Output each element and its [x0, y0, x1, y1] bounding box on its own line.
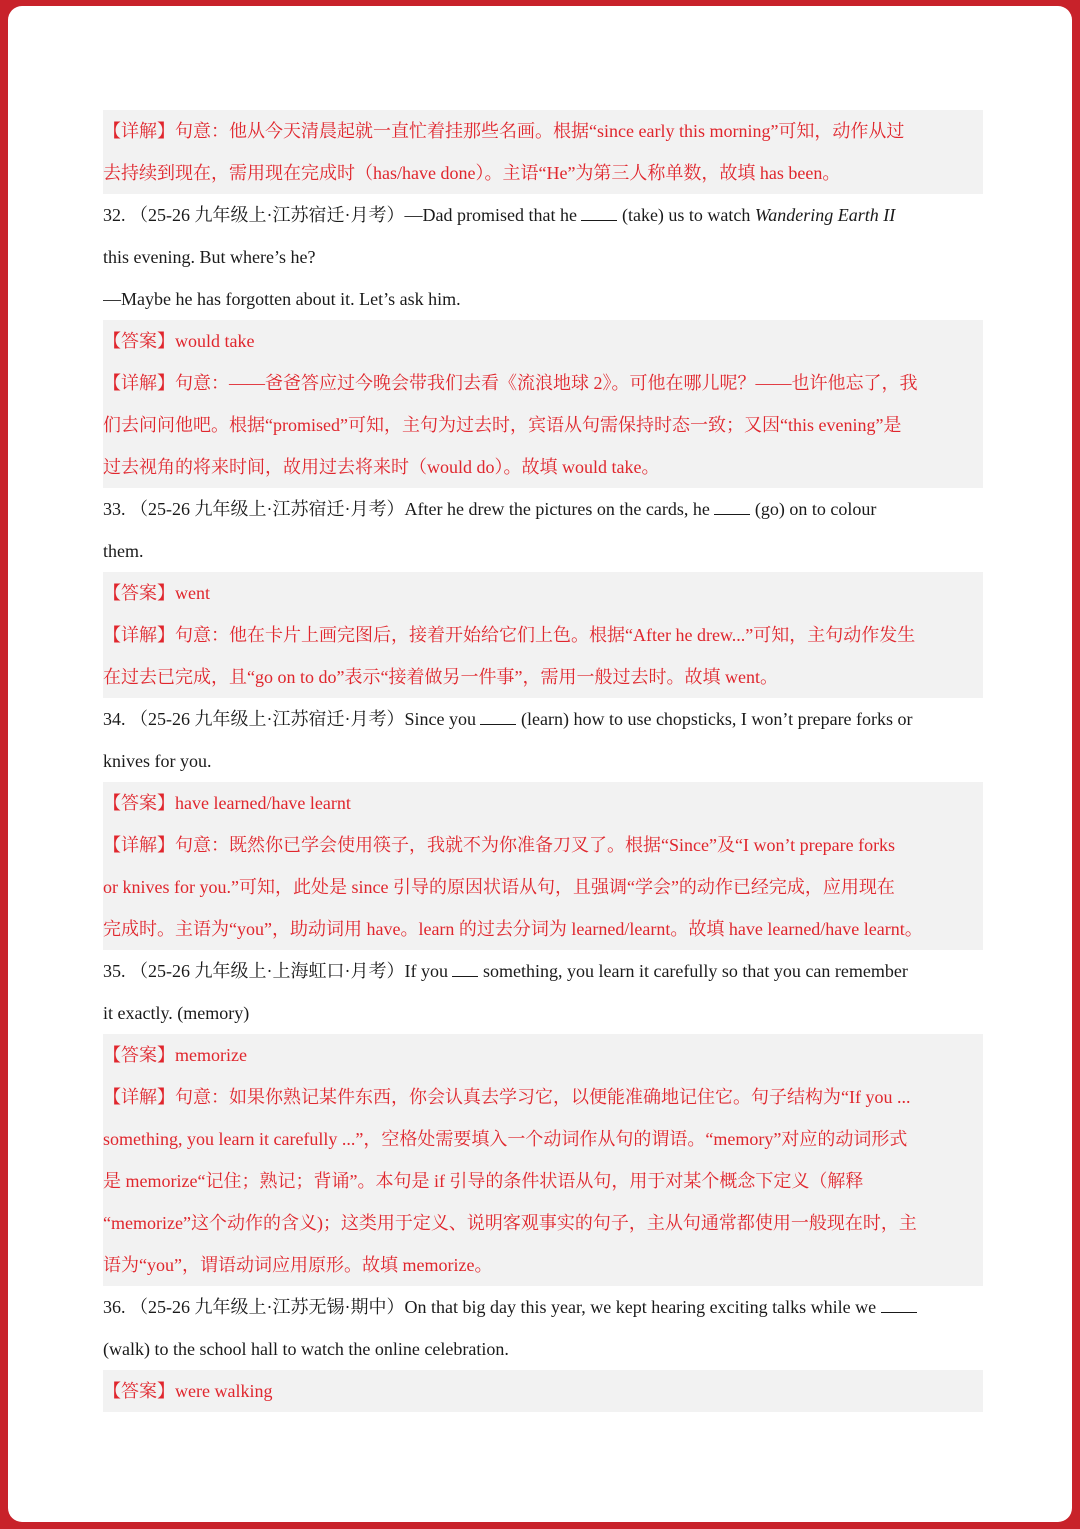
q35-detail-line-2: something, you learn it carefully ...”，空格处需要填入一个动词作从句的谓语。“memory”对应的动词形式	[103, 1129, 908, 1149]
q36-number: 36.	[103, 1297, 126, 1317]
q32-detail-line-2: 们去问问他吧。根据“promised”可知，主句为过去时，宾语从句需保持时态一致；又因“this evening”是	[103, 415, 902, 435]
q32-stem-line-2: this evening. But where’s he?	[103, 247, 316, 267]
q33-stem-line-1	[103, 488, 983, 530]
q33-stem-b: (go) on to colour	[754, 499, 877, 519]
q31-detail-line-1: 【详解】句意：他从今天清晨起就一直忙着挂那些名画。根据“since early this morning”可知，动作从过	[103, 121, 905, 141]
q32-stem-a: —Dad promised that he	[404, 205, 577, 225]
q34-detail-line-3: 完成时。主语为“you”，助动词用 have。learn 的过去分词为 learned/learnt。故填 have learned/have learnt。	[103, 919, 923, 939]
q32-stem-line-1	[103, 194, 983, 236]
q32-answer: 【答案】would take	[103, 331, 255, 351]
q31-detail-block	[103, 110, 983, 194]
q33-stem-a: After he drew the pictures on the cards, he	[404, 499, 710, 519]
q36-stem-line-1	[103, 1286, 983, 1328]
q36-answer-block	[103, 1370, 983, 1412]
q35-answer: 【答案】memorize	[103, 1045, 247, 1065]
q34-answer-block	[103, 782, 983, 950]
q36-blank	[881, 1298, 917, 1313]
q34-stem-line-2: knives for you.	[103, 751, 212, 771]
q36-stem-line-2: (walk) to the school hall to watch the online celebration.	[103, 1339, 509, 1359]
q33-detail-line-2: 在过去已完成，且“go on to do”表示“接着做另一件事”，需用一般过去时。故填 went。	[103, 667, 778, 687]
q35-answer-block	[103, 1034, 983, 1286]
q33-source: （25-26 九年级上·江苏宿迁·月考）	[130, 499, 405, 519]
q35-detail-line-3: 是 memorize“记住；熟记；背诵”。本句是 if 引导的条件状语从句，用于对某个概念下定义（解释	[103, 1171, 864, 1191]
q35-blank	[452, 962, 478, 977]
q34-detail-line-2: or knives for you.”可知，此处是 since 引导的原因状语从句，且强调“学会”的动作已经完成，应用现在	[103, 877, 895, 897]
q35-stem-line-1	[103, 950, 983, 992]
q33-answer: 【答案】went	[103, 583, 210, 603]
q35-number: 35.	[103, 961, 126, 981]
q32-detail-line-3: 过去视角的将来时间，故用过去将来时（would do）。故填 would take。	[103, 457, 660, 477]
q34-answer: 【答案】have learned/have learnt	[103, 793, 351, 813]
q36-source: （25-26 九年级上·江苏无锡·期中）	[130, 1297, 405, 1317]
q34-detail-line-1: 【详解】句意：既然你已学会使用筷子，我就不为你准备刀叉了。根据“Since”及“I won’t prepare forks	[103, 835, 896, 855]
q35-stem-line-2: it exactly. (memory)	[103, 1003, 250, 1023]
q33-stem-line-2: them.	[103, 541, 144, 561]
q34-stem-a: Since you	[404, 709, 476, 729]
q36-answer: 【答案】were walking	[103, 1381, 273, 1401]
q33-detail-line-1: 【详解】句意：他在卡片上画完图后，接着开始给它们上色。根据“After he drew...”可知，主句动作发生	[103, 625, 916, 645]
q34-stem-line-1	[103, 698, 983, 740]
q32-source: （25-26 九年级上·江苏宿迁·月考）	[130, 205, 405, 225]
q32-film-title: Wandering Earth II	[754, 205, 896, 225]
q36-stem-a: On that big day this year, we kept hearing exciting talks while we	[404, 1297, 877, 1317]
q33-blank	[714, 500, 750, 515]
q34-source: （25-26 九年级上·江苏宿迁·月考）	[130, 709, 405, 729]
q32-stem-b: (take) us to watch	[621, 205, 751, 225]
q35-detail-line-1: 【详解】句意：如果你熟记某件东西，你会认真去学习它，以便能准确地记住它。句子结构为“If you ...	[103, 1087, 911, 1107]
q34-number: 34.	[103, 709, 126, 729]
q32-answer-block	[103, 320, 983, 488]
q34-stem-b: (learn) how to use chopsticks, I won’t prepare forks or	[520, 709, 913, 729]
q32-stem-line-3: —Maybe he has forgotten about it. Let’s ask him.	[103, 289, 461, 309]
page-content	[103, 110, 983, 1412]
q35-source: （25-26 九年级上·上海虹口·月考）	[130, 961, 405, 981]
q35-stem-a: If you	[404, 961, 448, 981]
q35-detail-line-5: 语为“you”，谓语动词应用原形。故填 memorize。	[103, 1255, 493, 1275]
q35-stem-b: something, you learn it carefully so that you can remember	[482, 961, 908, 981]
q32-blank	[581, 206, 617, 221]
q34-blank	[480, 710, 516, 725]
q31-detail-line-2: 去持续到现在，需用现在完成时（has/have done）。主语“He”为第三人称单数，故填 has been。	[103, 163, 841, 183]
q33-number: 33.	[103, 499, 126, 519]
q33-answer-block	[103, 572, 983, 698]
document-page	[8, 6, 1072, 1522]
q35-detail-line-4: “memorize”这个动作的含义)；这类用于定义、说明客观事实的句子，主从句通常都使用一般现在时，主	[103, 1213, 917, 1233]
q32-number: 32.	[103, 205, 126, 225]
q32-detail-line-1: 【详解】句意：——爸爸答应过今晚会带我们去看《流浪地球 2》。可他在哪儿呢？——也许他忘了，我	[103, 373, 918, 393]
